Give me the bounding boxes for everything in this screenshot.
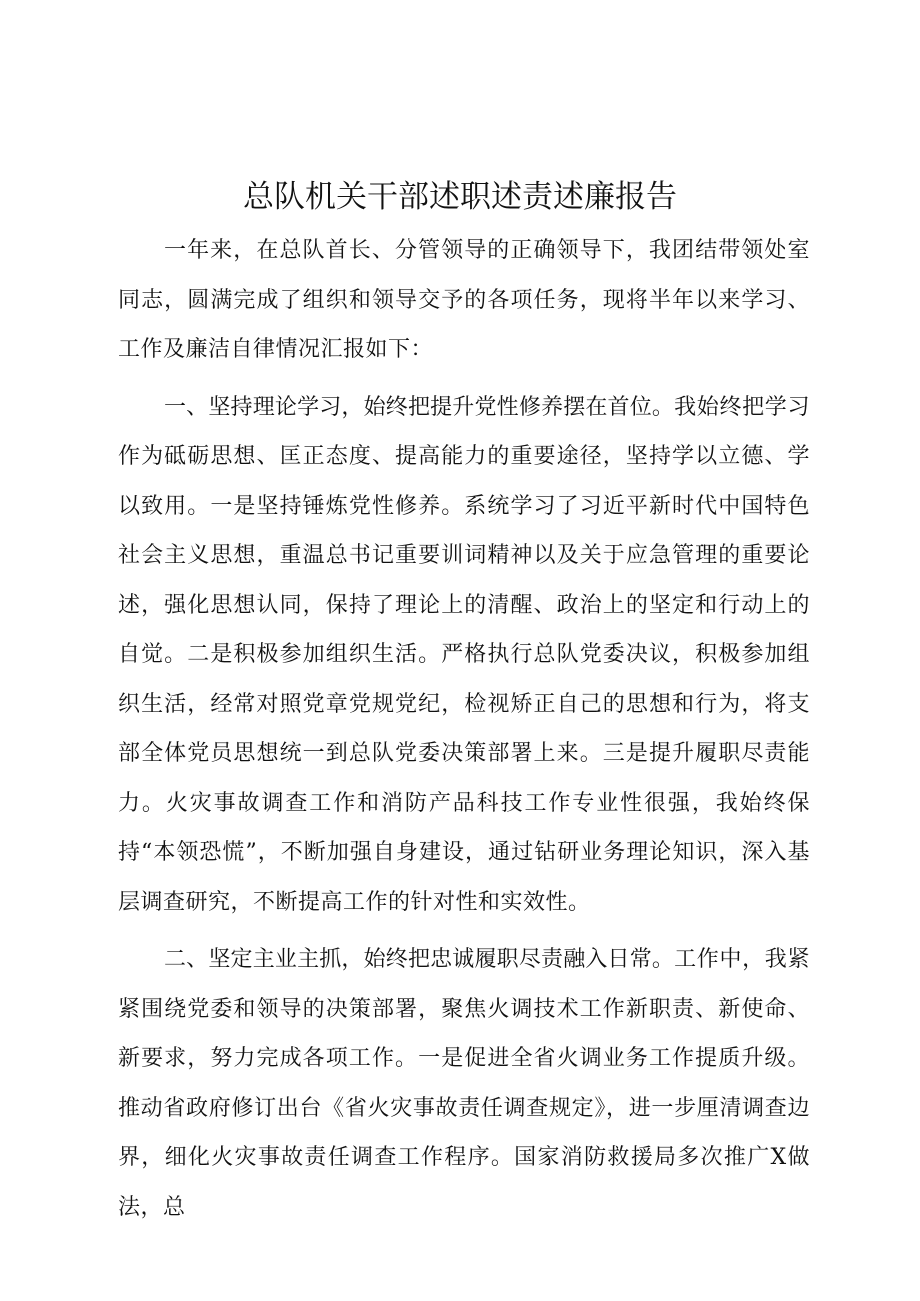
section-2-heading: 二、坚定主业主抓，始终把忠诚履职尽责融入日常。 bbox=[164, 947, 675, 972]
section-1-paragraph bbox=[118, 383, 810, 928]
document-title: 总队机关干部述职述责述廉报告 bbox=[243, 179, 677, 215]
intro-paragraph: 一年来，在总队首长、分管领导的正确领导下，我团结带领处室同志，圆满完成了组织和领导交予的各项任务，现将半年以来学习、工作及廉洁自律情况汇报如下： bbox=[118, 238, 810, 362]
section-2-paragraph bbox=[118, 935, 810, 1232]
section-1-body: 我始终把学习作为砥砺思想、匡正态度、提高能力的重要途径，坚持学以立德、学以致用。一是坚持锤炼党性修养。系统学习了习近平新时代中国特色社会主义思想，重温总书记重要训词精神以及关于应急管理的重要论述，强化思想认同，保持了理论上的清醒、政治上的坚定和行动上的自觉。二是积极参加组织生活。严格执行总队党委决议，积极参加组织生活，经常对照党章党规党纪，检视矫正自己的思想和行为，将支部全体党员思想统一到总队党委决策部署上来。三是提升履职尽责能力。火灾事故调查工作和消防产品科技工作专业性很强，我始终保持“本领恐慌”，不断加强自身建设，通过钻研业务理论知识，深入基层调查研究，不断提高工作的针对性和实效性。 bbox=[118, 394, 810, 915]
section-2-body: 工作中，我紧紧围绕党委和领导的决策部署，聚焦火调技术工作新职责、新使命、新要求，努力完成各项工作。一是促进全省火调业务工作提质升级。推动省政府修订出台《省火灾事故责任调查规定》，进一步厘清调查边界，细化火灾事故责任调查工作程序。国家消防救援局多次推广X做法，总 bbox=[118, 947, 810, 1220]
section-1-heading: 一、坚持理论学习，始终把提升党性修养摆在首位。 bbox=[164, 394, 675, 420]
document-body bbox=[118, 226, 810, 1240]
